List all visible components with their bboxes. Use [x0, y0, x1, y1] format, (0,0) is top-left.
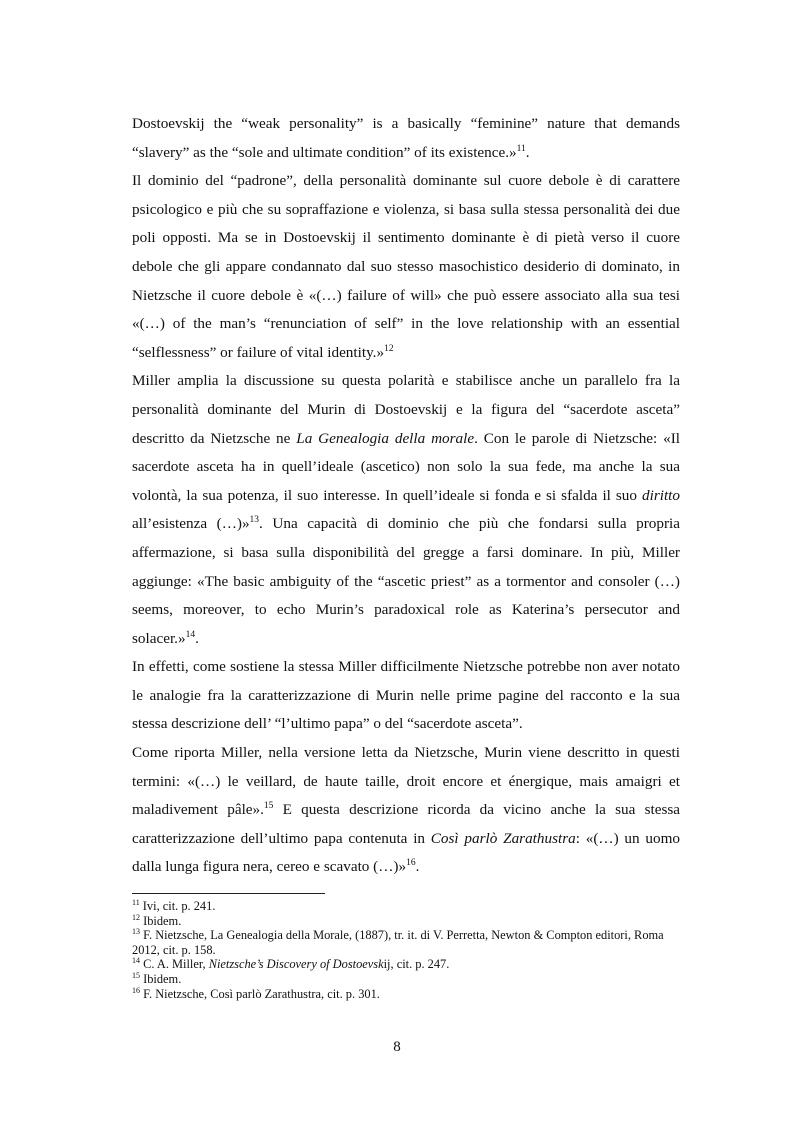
footnote-ref: 14 [185, 629, 196, 640]
paragraph [132, 739, 680, 882]
footnote-ref: 16 [406, 858, 416, 869]
footnote-ref: 11 [516, 143, 526, 154]
italic-text: Nietzsche’s Discovery of Dostoevsk [208, 957, 384, 972]
text-run: Come riporta Miller, nella versione letta da Nietzsche, Murin viene descritto in questi termini: «(…) le veillard, de haute taille, droit encore et énergique, mais amaigri et maladivement pâle». [132, 744, 680, 819]
footnote-ref: 16 [132, 985, 140, 995]
text-run: F. Nietzsche, Così parlò Zarathustra, cit. p. 301. [140, 986, 380, 1001]
text-run: Dostoevskij the “weak personality” is a basically “feminine” nature that demands “slavery” as the “sole and ultimate condition” of its existence.» [132, 115, 680, 161]
paragraph [132, 367, 680, 653]
text-run: Ibidem. [140, 971, 182, 986]
footnote-ref: 11 [132, 897, 140, 907]
text-run: ij, cit. p. 247. [383, 957, 450, 972]
footnote [132, 957, 682, 972]
text-run: F. Nietzsche, La Genealogia della Morale, (1887), tr. it. di V. Perretta, Newton & Compton editori, Roma 2012, cit. p. 158. [132, 928, 664, 957]
text-run: all’esistenza (…)» [132, 515, 250, 533]
text-run: . [195, 629, 199, 647]
text-run: . Una capacità di dominio che più che fondarsi sulla propria affermazione, si basa sulla disponibilità del gregge a farsi dominare. In più, Miller aggiunge: «The basic ambiguity of the “ascetic priest” as a tormentor and consoler (…) seems, moreover, to echo Murin’s paradoxical role as Katerina’s persecutor and solacer.» [132, 515, 681, 647]
footnote [132, 914, 682, 929]
paragraph [132, 167, 680, 367]
italic-text: Così parlò Zarathustra [430, 829, 576, 847]
text-run: C. A. Miller, [140, 957, 209, 972]
text-run: . Con le parole di Nietzsche: «Il sacerdote asceta ha in quell’ideale (ascetico) non solo la sua fede, ma anche la sua volontà, la sua potenza, il suo interesse. In quell’ideale si fonda e si sfalda il suo [132, 429, 680, 504]
footnote-ref: 15 [263, 801, 274, 812]
text-run: Il dominio del “padrone”, della personalità dominante sul cuore debole è di carattere psicologico e più che su sopraffazione e violenza, si basa sulla stessa personalità dei due poli opposti. Ma se in Dostoevskij il sentimento dominante è di pietà verso il cuore debole che gli appare condannato dal suo stesso masochistico desiderio di dominato, in Nietzsche il cuore debole è «(…) failure of will» che può essere associato alla sua tesi «(…) of the man’s “renunciation of self” in the love relationship with an essential “selflessness” or failure of vital identity.» [132, 172, 680, 361]
footnote-separator [132, 893, 325, 894]
footnote-ref: 12 [132, 912, 140, 922]
footnote-ref: 14 [132, 956, 140, 966]
text-run: . [525, 143, 530, 161]
text-run: E questa descrizione ricorda da vicino anche la sua stessa caratterizzazione dell’ultimo papa contenuta in [132, 801, 681, 847]
footnotes [132, 899, 682, 1001]
text-run: Ivi, cit. p. 241. [139, 899, 216, 913]
text-run: Miller amplia la discussione su questa polarità e stabilisce anche un parallelo fra la personalità dominante del Murin di Dostoevskij e la figura del “sacerdote asceta” descritto da Nietzsche ne [132, 372, 680, 447]
footnote [132, 928, 682, 957]
paragraph [132, 110, 680, 167]
italic-text: diritto [642, 486, 680, 504]
italic-text: La Genealogia della morale [296, 429, 475, 447]
text-run: . [415, 858, 420, 876]
text-run: : «(…) un uomo dalla lunga figura nera, cereo e scavato (…)» [132, 829, 680, 876]
paragraph [132, 653, 680, 739]
footnote-ref: 12 [384, 343, 394, 354]
footnote-ref: 13 [132, 927, 140, 937]
footnote [132, 899, 682, 914]
page-number: 8 [393, 1039, 401, 1055]
footnote [132, 987, 682, 1002]
text-run: Ibidem. [140, 913, 182, 928]
body-text [132, 110, 680, 882]
text-run: In effetti, come sostiene la stessa Miller difficilmente Nietzsche potrebbe non aver notato le analogie fra la caratterizzazione di Murin nelle prime pagine del racconto e la sua stessa descrizione dell’ “l’ultimo papa” o del “sacerdote asceta”. [132, 658, 680, 733]
footnote-ref: 15 [132, 970, 140, 980]
footnote-ref: 13 [249, 515, 260, 526]
footnote [132, 972, 682, 987]
